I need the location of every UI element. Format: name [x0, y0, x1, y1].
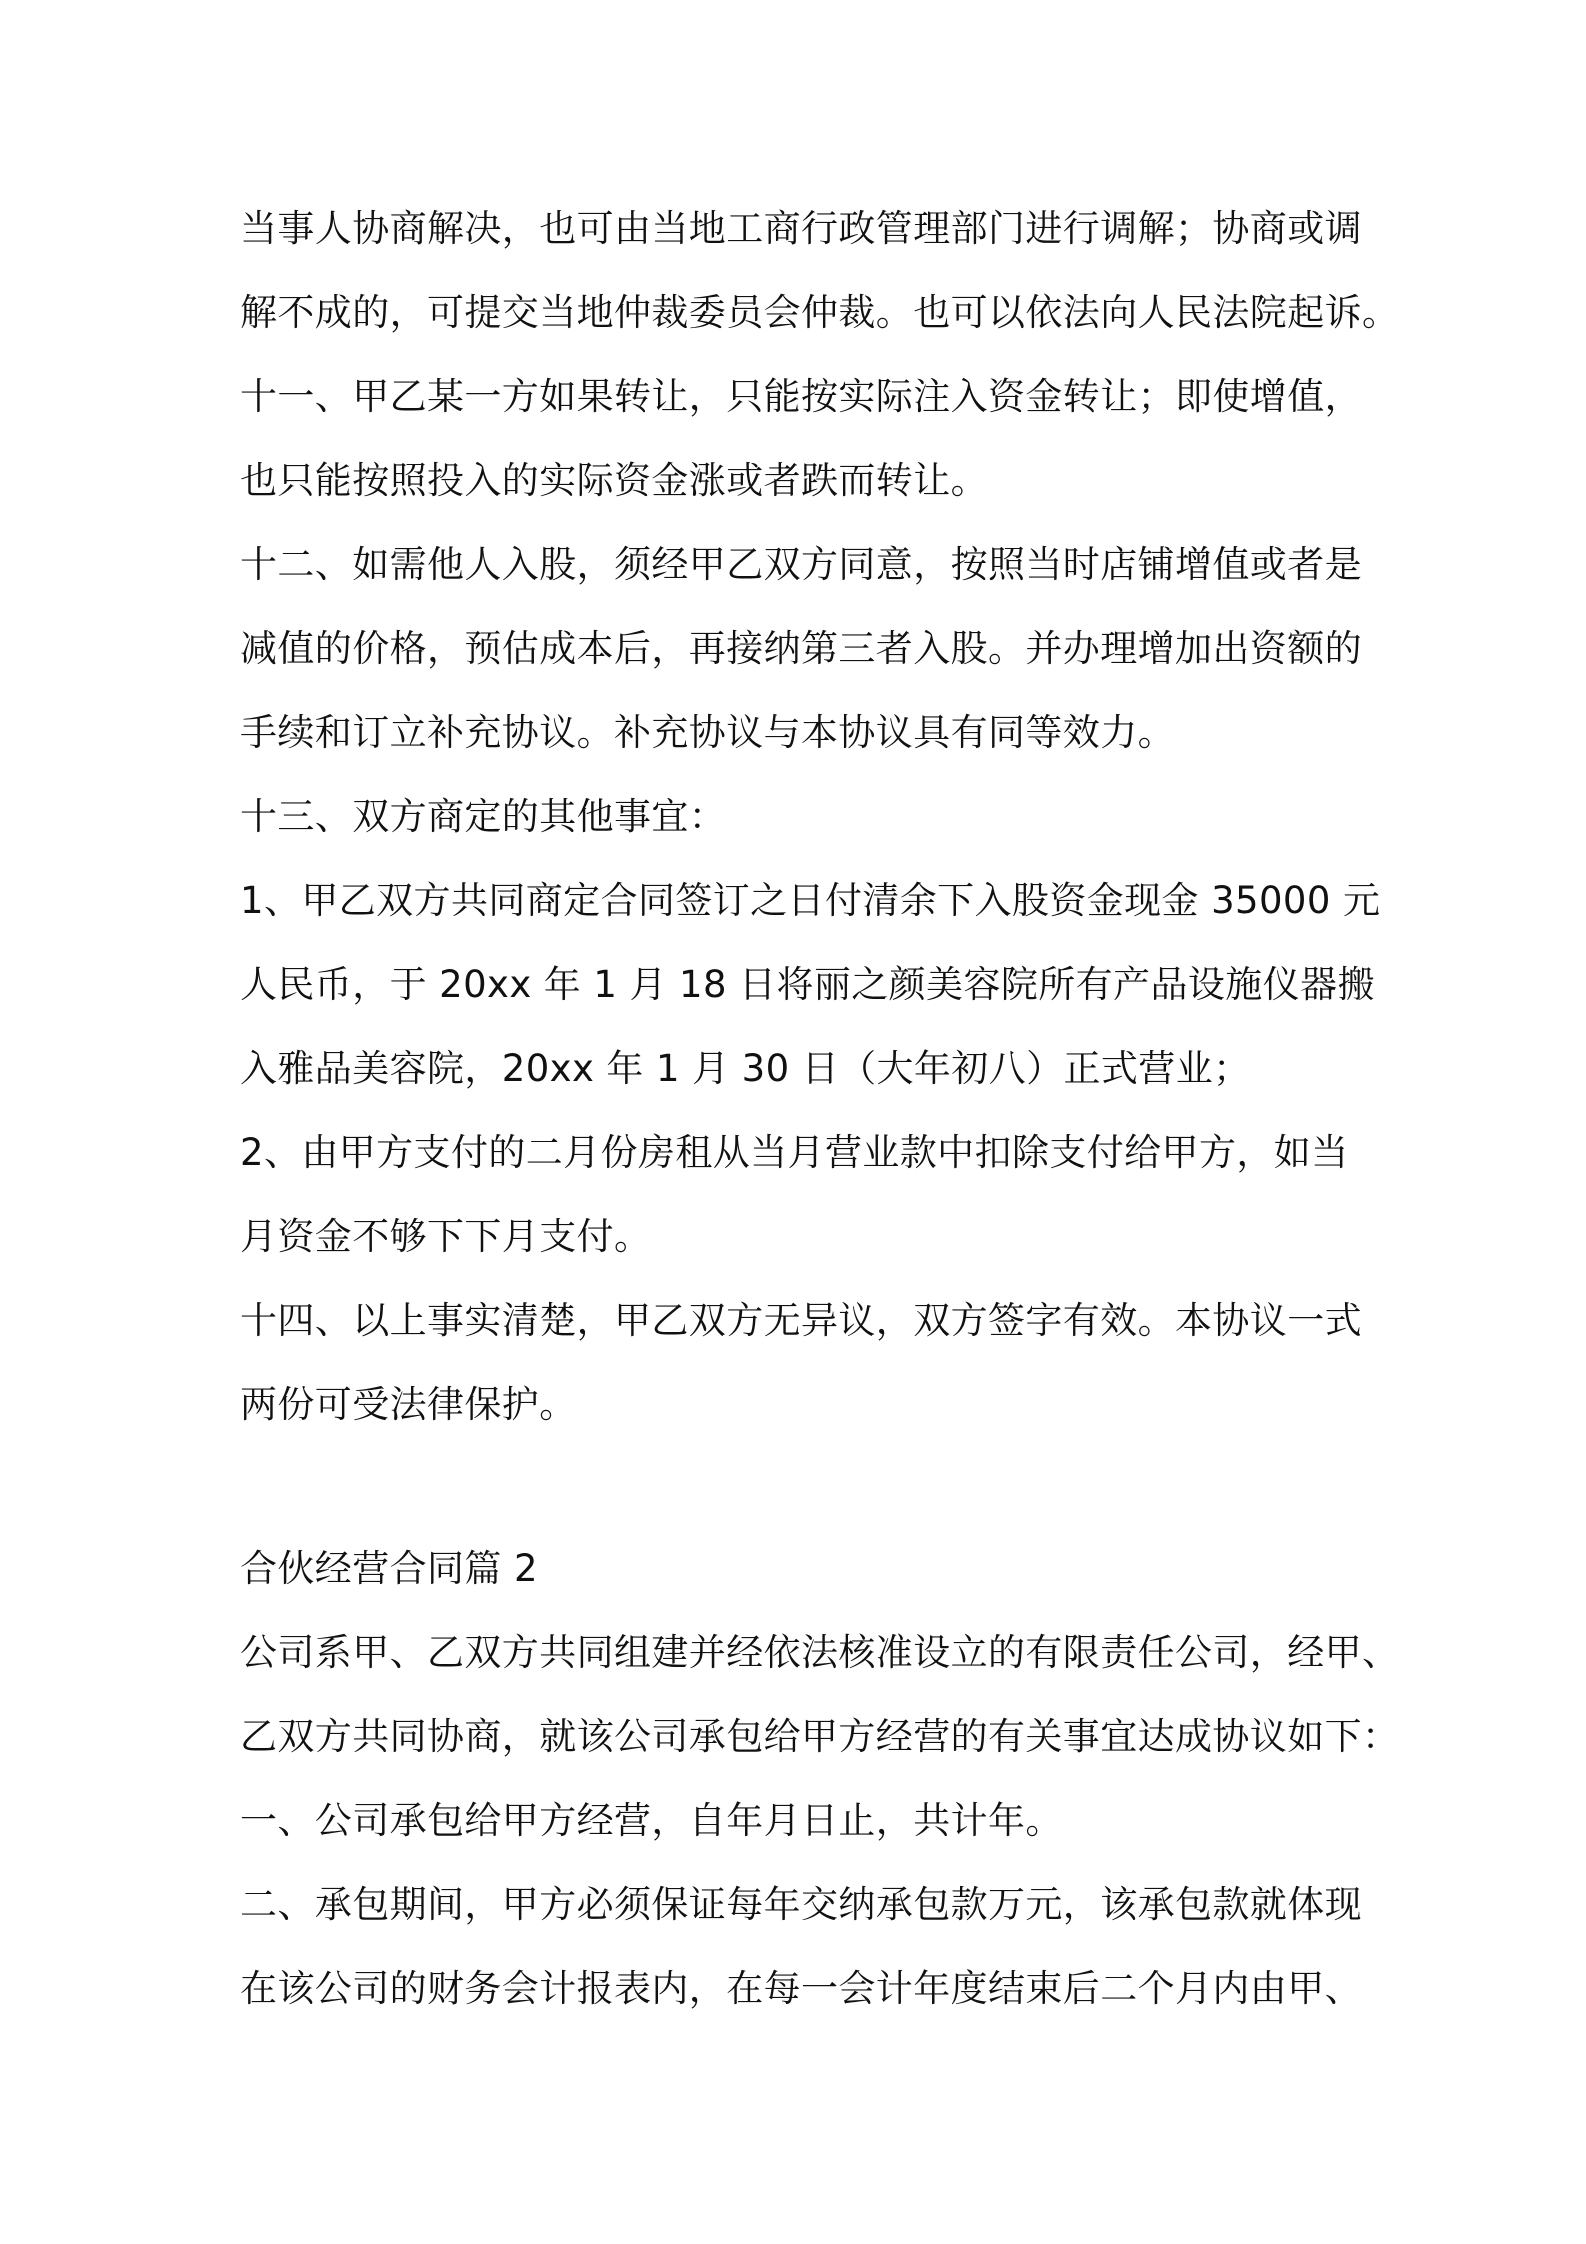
- text-line: 人民币，于 20xx 年 1 月 18 日将丽之颜美容院所有产品设施仪器搬: [240, 963, 1375, 1006]
- text-line: 月资金不够下下月支付。: [240, 1215, 652, 1258]
- text-line: 两份可受法律保护。: [240, 1383, 577, 1426]
- text-line: 十三、双方商定的其他事宜：: [240, 795, 727, 838]
- text-line: 在该公司的财务会计报表内，在每一会计年度结束后二个月内由甲、: [240, 1967, 1362, 2010]
- text-line: 二、承包期间，甲方必须保证每年交纳承包款万元，该承包款就体现: [240, 1883, 1362, 1926]
- text-line: 1、甲乙双方共同商定合同签订之日付清余下入股资金现金 35000 元: [240, 879, 1381, 922]
- text-line: 2、由甲方支付的二月份房租从当月营业款中扣除支付给甲方，如当: [240, 1131, 1349, 1174]
- text-line: 入雅品美容院，20xx 年 1 月 30 日（大年初八）正式营业；: [240, 1047, 1251, 1090]
- text-line: 十四、以上事实清楚，甲乙双方无异议，双方签字有效。本协议一式: [240, 1299, 1362, 1342]
- text-line: 解不成的，可提交当地仲裁委员会仲裁。也可以依法向人民法院起诉。: [240, 291, 1400, 334]
- text-line: 当事人协商解决，也可由当地工商行政管理部门进行调解；协商或调: [240, 207, 1362, 250]
- text-line: 一、公司承包给甲方经营，自年月日止，共计年。: [240, 1799, 1063, 1842]
- text-line: 手续和订立补充协议。补充协议与本协议具有同等效力。: [240, 711, 1175, 754]
- text-line: 十二、如需他人入股，须经甲乙双方同意，按照当时店铺增值或者是: [240, 543, 1362, 586]
- text-line: 公司系甲、乙双方共同组建并经依法核准设立的有限责任公司，经甲、: [240, 1631, 1400, 1674]
- section-heading: 合伙经营合同篇 2: [240, 1547, 538, 1590]
- text-line: 十一、甲乙某一方如果转让，只能按实际注入资金转让；即使增值，: [240, 375, 1362, 418]
- text-line: 减值的价格，预估成本后，再接纳第三者入股。并办理增加出资额的: [240, 627, 1362, 670]
- text-line: 也只能按照投入的实际资金涨或者跌而转让。: [240, 459, 988, 502]
- text-line: 乙双方共同协商，就该公司承包给甲方经营的有关事宜达成协议如下：: [240, 1715, 1400, 1758]
